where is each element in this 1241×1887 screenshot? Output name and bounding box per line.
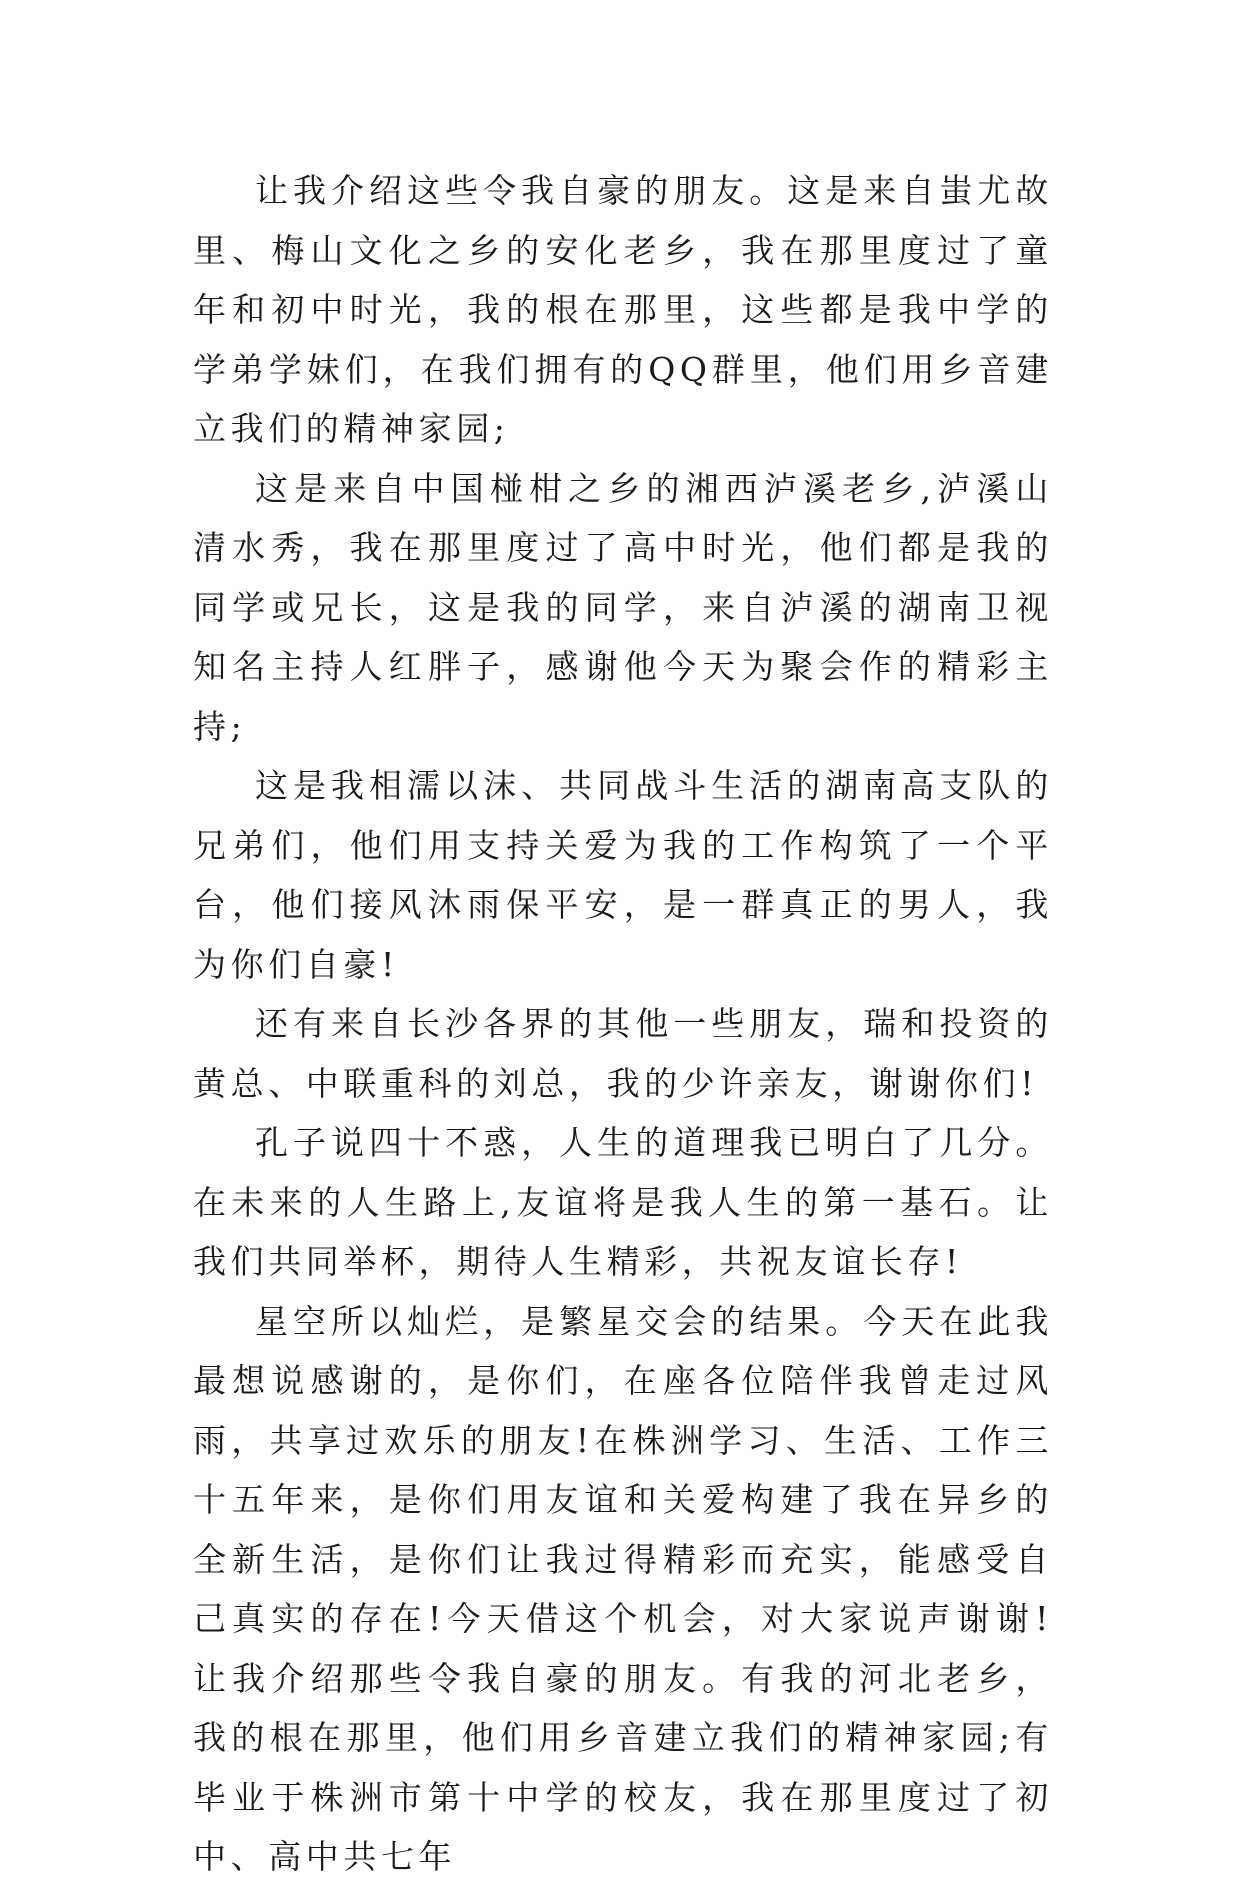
paragraph-3: 这是我相濡以沫、共同战斗生活的湖南高支队的兄弟们，他们用支持关爱为我的工作构筑了一个平台，他们接风沐雨保平安，是一群真正的男人，我为你们自豪! — [193, 766, 1053, 984]
paragraph-5: 孔子说四十不惑，人生的道理我已明白了几分。在未来的人生路上,友谊将是我人生的第一基石。让我们共同举杯，期待人生精彩，共祝友谊长存! — [193, 1123, 1053, 1281]
paragraph-2: 这是来自中国椪柑之乡的湘西泸溪老乡,泸溪山清水秀，我在那里度过了高中时光，他们都是我的同学或兄长，这是我的同学，来自泸溪的湖南卫视知名主持人红胖子，感谢他今天为聚会作的精彩主持; — [193, 468, 1053, 746]
paragraph-6: 星空所以灿烂，是繁星交会的结果。今天在此我最想说感谢的，是你们，在座各位陪伴我曾走过风雨，共享过欢乐的朋友!在株洲学习、生活、工作三十五年来，是你们用友谊和关爱构建了我在异乡的全新生活，是你们让我过得精彩而充实，能感受自己真实的存在!今天借这个机会，对大家说声谢谢! 让我介绍那些令我自豪的朋友。有我的河北老乡，我的根在那里，他们用乡音建立我们的精神家园;有毕业于株洲市第十中学的校友，我在那里度过了初中、高中共七年 — [193, 1301, 1053, 1876]
paragraph-1: 让我介绍这些令我自豪的朋友。这是来自蚩尤故里、梅山文化之乡的安化老乡，我在那里度过了童年和初中时光，我的根在那里，这些都是我中学的学弟学妹们，在我们拥有的QQ群里，他们用乡音建立我们的精神家园; — [193, 171, 1053, 448]
paragraph-4: 还有来自长沙各界的其他一些朋友，瑞和投资的黄总、中联重科的刘总，我的少许亲友，谢谢你们! — [193, 1004, 1053, 1103]
body-text — [193, 161, 1053, 1887]
